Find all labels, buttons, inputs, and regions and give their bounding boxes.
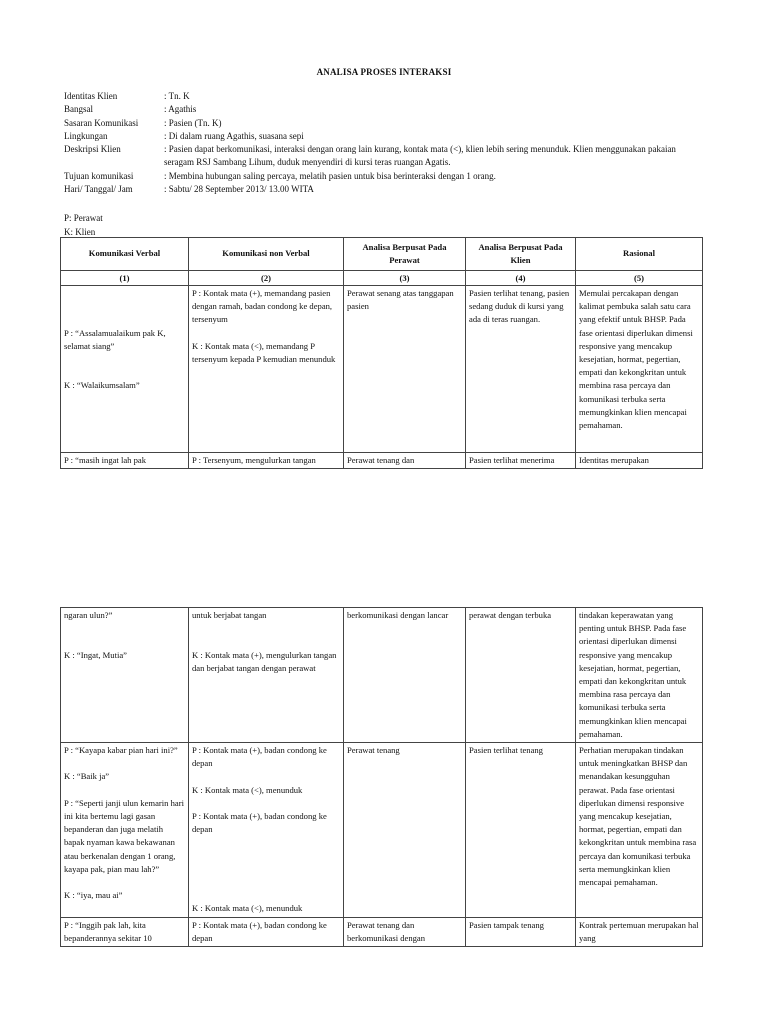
col-number: (3) xyxy=(344,271,466,286)
client-analysis-cell: Pasien terlihat tenang xyxy=(466,743,576,918)
meta-label: Bangsal xyxy=(64,104,93,115)
meta-value: : Sabtu/ 28 September 2013/ 13.00 WITA xyxy=(164,184,314,195)
rationale-cell: Memulai percakapan dengan kalimat pembuka salah satu cara yang efektif untuk BHSP. Pada fase orientasi diperlukan dimensi responsive yang mencakup kesejatian, hormat, pegertian, empati dan kekongkritan untuk membina rasa percaya dan komunikasi terbuka serta memungkinkan klien mencapai pemahaman. xyxy=(576,286,703,453)
meta-value: : Membina hubungan saling percaya, melatih pasien untuk bisa berinteraksi dengan 1 orang. xyxy=(164,170,496,181)
rationale-cell: Perhatian merupakan tindakan untuk meningkatkan BHSP dan menandakan kesungguhan perawat. Pada fase orientasi diperlukan dimensi responsive yang mencakup kesejatian, hormat, pegertian, empati dan kekongkritan untuk membina rasa percaya dan komunikasi terbuka serta memungkinkan klien mencapai pemahaman. xyxy=(576,743,703,918)
nonverbal-cell: P : Tersenyum, mengulurkan tangan xyxy=(189,452,344,468)
meta-row xyxy=(64,90,704,103)
client-identity-block xyxy=(64,90,704,196)
page-title: ANALISA PROSES INTERAKSI xyxy=(316,67,452,77)
meta-label: Deskripsi Klien xyxy=(64,144,121,155)
verbal-cell: P : “Inggih pak lah, kita bepanderannya sekitar 10 xyxy=(61,917,189,946)
nonverbal-cell: untuk berjabat tangan K : Kontak mata (+), mengulurkan tangan dan berjabat tangan dengan perawat xyxy=(189,608,344,743)
col-number: (4) xyxy=(466,271,576,286)
meta-label: Sasaran Komunikasi xyxy=(64,117,139,128)
nurse-analysis-cell: Perawat tenang xyxy=(344,743,466,918)
meta-value: : Di dalam ruang Agathis, suasana sepi xyxy=(164,130,304,141)
meta-label: Lingkungan xyxy=(64,130,108,141)
rationale-cell: tindakan keperawatan yang penting untuk BHSP. Pada fase orientasi diperlukan dimensi responsive yang mencakup kesejatian, hormat, pegertian, empati dan kekongkritan untuk membina rasa percaya dan komunikasi terbuka serta memungkinkan klien mencapai pemahaman. xyxy=(576,608,703,743)
rationale-cell: Identitas merupakan xyxy=(576,452,703,468)
meta-value: : Agathis xyxy=(164,104,197,115)
meta-row xyxy=(64,183,704,196)
rationale-cell: Kontrak pertemuan merupakan hal yang xyxy=(576,917,703,946)
meta-row xyxy=(64,103,704,116)
col-header: Analisa Berpusat Pada Perawat xyxy=(344,238,466,271)
table-row xyxy=(61,917,703,946)
verbal-cell: ngaran ulun?” K : “Ingat, Mutia” xyxy=(61,608,189,743)
client-analysis-cell: perawat dengan terbuka xyxy=(466,608,576,743)
client-analysis-cell: Pasien terlihat tenang, pasien sedang duduk di kursi yang ada di teras ruangan. xyxy=(466,286,576,453)
meta-label: Hari/ Tanggal/ Jam xyxy=(64,184,133,195)
col-header: Komunikasi non Verbal xyxy=(189,238,344,271)
client-analysis-cell: Pasien tampak tenang xyxy=(466,917,576,946)
table-header-row xyxy=(61,238,703,271)
meta-value: : Pasien (Tn. K) xyxy=(164,117,222,128)
nurse-analysis-cell: Perawat senang atas tanggapan pasien xyxy=(344,286,466,453)
meta-row xyxy=(64,117,704,130)
legend xyxy=(64,211,103,239)
col-number: (5) xyxy=(576,271,703,286)
legend-item: K: Klien xyxy=(64,227,96,237)
meta-label: Tujuan komunikasi xyxy=(64,170,134,181)
meta-row xyxy=(64,170,704,183)
col-number: (2) xyxy=(189,271,344,286)
nurse-analysis-cell: berkomunikasi dengan lancar xyxy=(344,608,466,743)
nurse-analysis-cell: Perawat tenang dan berkomunikasi dengan xyxy=(344,917,466,946)
verbal-cell: P : “masih ingat lah pak xyxy=(61,452,189,468)
table-row xyxy=(61,608,703,743)
table-row xyxy=(61,452,703,468)
meta-label: Identitas Klien xyxy=(64,91,118,101)
col-header: Rasional xyxy=(576,238,703,271)
table-row xyxy=(61,743,703,918)
legend-item: P: Perawat xyxy=(64,213,103,223)
meta-value: : Tn. K xyxy=(164,91,190,101)
meta-row xyxy=(64,130,704,143)
nonverbal-cell: P : Kontak mata (+), badan condong ke depan xyxy=(189,917,344,946)
table-row xyxy=(61,286,703,453)
interaction-table-page-1 xyxy=(60,237,703,469)
col-header: Analisa Berpusat Pada Klien xyxy=(466,238,576,271)
verbal-cell: P : “Kayapa kabar pian hari ini?” K : “Baik ja” P : “Seperti janji ulun kemarin hari ini kita bertemu lagi gasan bepanderan dan juga melatih bapak nyaman kawa bekawanan atau berkenalan dengan 1 orang, kayapa pak, pian mau lah?” K : “iya, mau ai” xyxy=(61,743,189,918)
nonverbal-cell: P : Kontak mata (+), memandang pasien dengan ramah, badan condong ke depan, tersenyum K : Kontak mata (<), memandang P tersenyum kepada P kemudian menunduk xyxy=(189,286,344,453)
interaction-table-page-2 xyxy=(60,607,703,947)
table-number-row xyxy=(61,271,703,286)
meta-row xyxy=(64,143,704,170)
verbal-cell: P : “Assalamualaikum pak K, selamat siang” K : “Walaikumsalam” xyxy=(61,286,189,453)
col-header: Komunikasi Verbal xyxy=(61,238,189,271)
meta-value: : Pasien dapat berkomunikasi, interaksi dengan orang lain kurang, kontak mata (<), klien lebih sering menunduk. Klien menggunakan pakaian seragam RSJ Sambang Lihum, duduk menyendiri di kursi teras ruangan Agatis. xyxy=(164,144,676,168)
nonverbal-cell: P : Kontak mata (+), badan condong ke depan K : Kontak mata (<), menunduk P : Kontak mata (+), badan condong ke depan K : Kontak mata (<), menunduk xyxy=(189,743,344,918)
client-analysis-cell: Pasien terlihat menerima xyxy=(466,452,576,468)
col-number: (1) xyxy=(61,271,189,286)
nurse-analysis-cell: Perawat tenang dan xyxy=(344,452,466,468)
